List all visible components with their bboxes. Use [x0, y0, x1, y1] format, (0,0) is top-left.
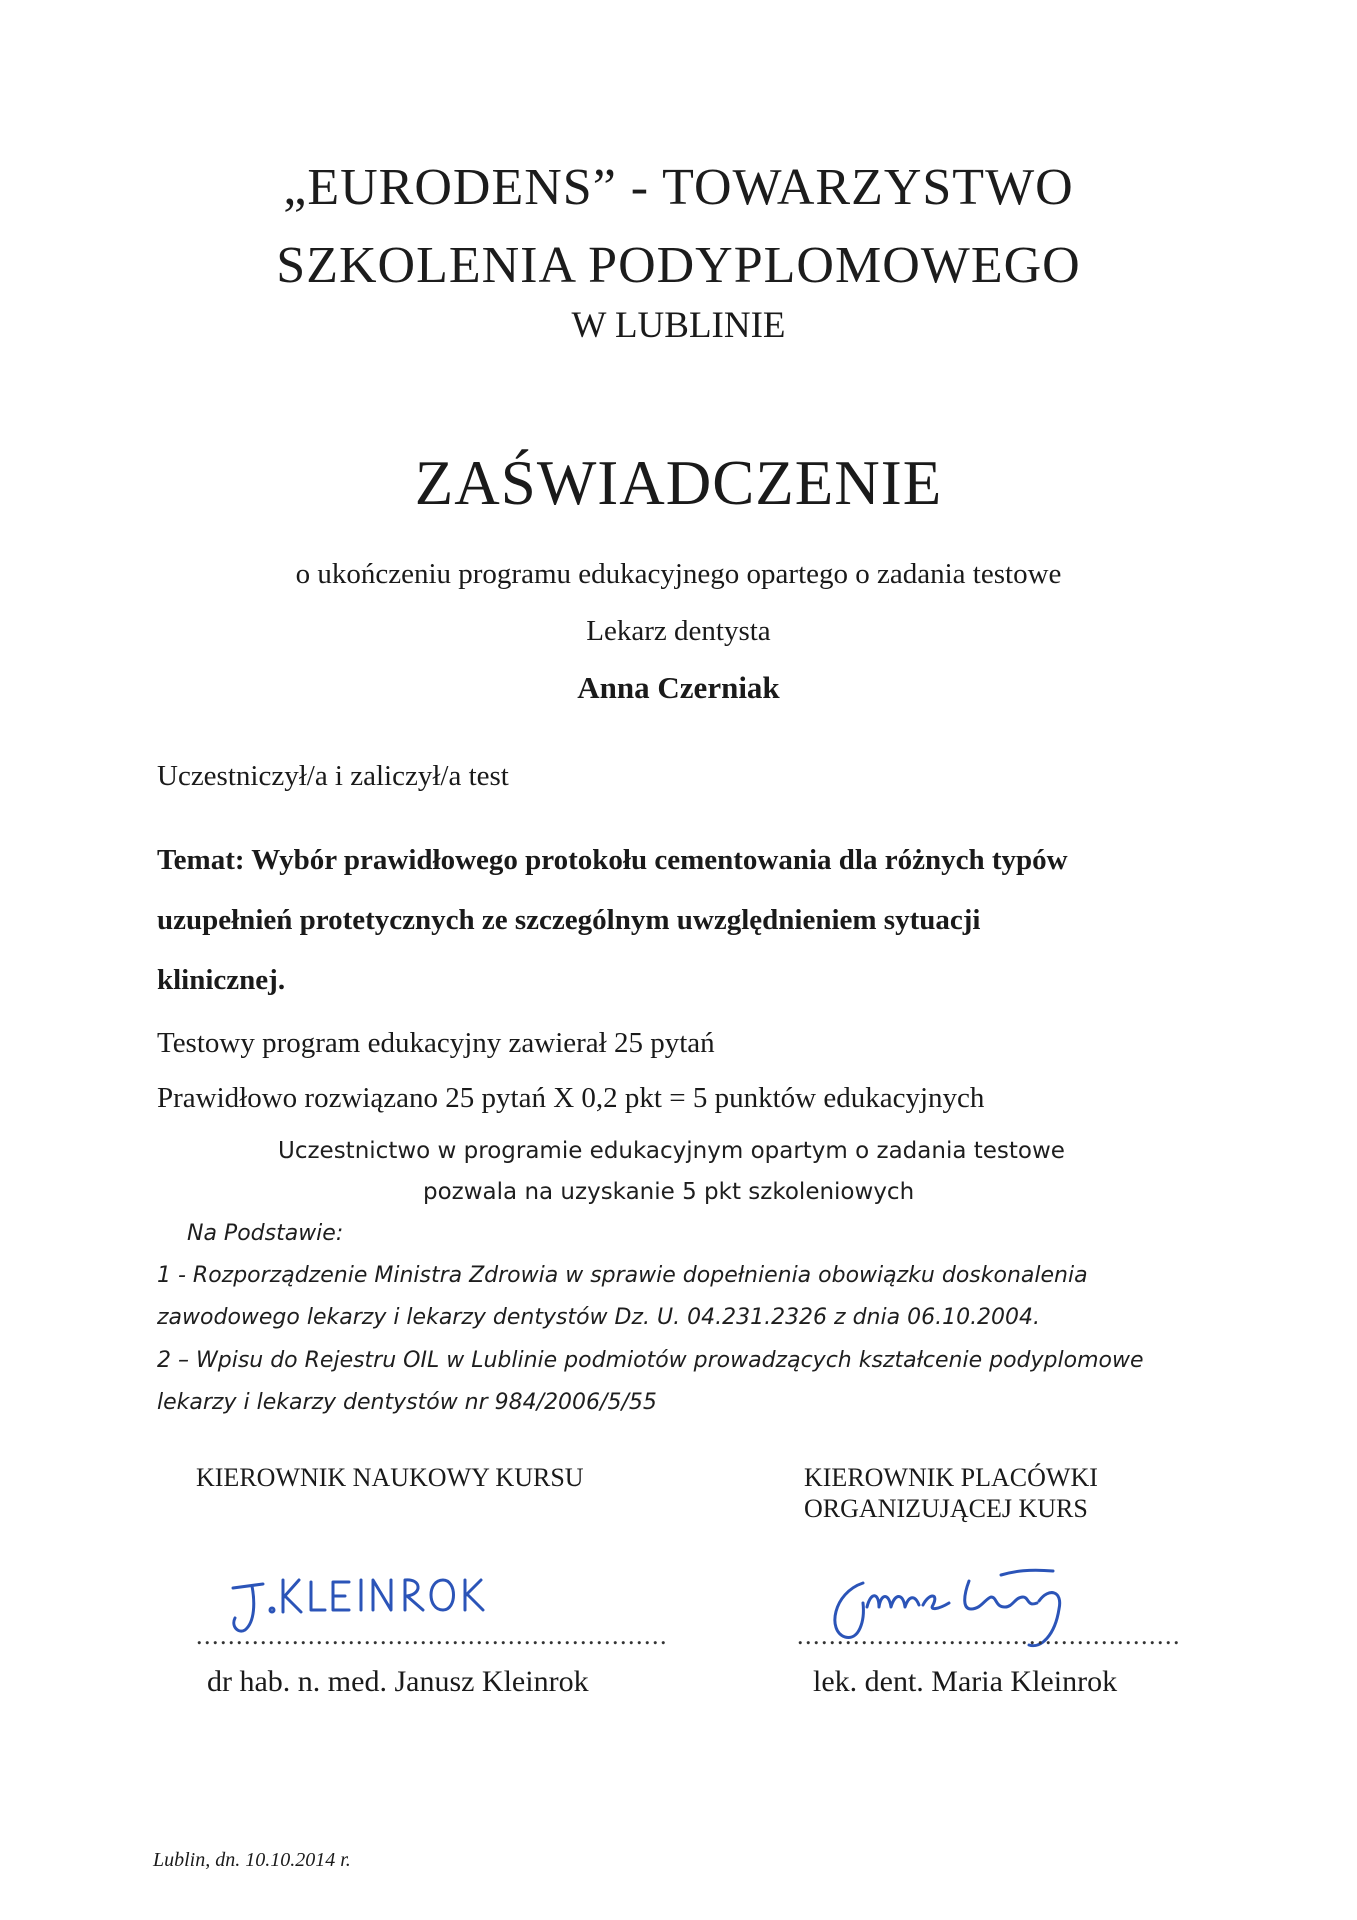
legal-basis-item-2-line-1: 2 – Wpisu do Rejestru OIL w Lublinie podmiotów prowadzących kształcenie podyplomowe [157, 1348, 1144, 1373]
document-subtitle: o ukończeniu programu edukacyjnego opartego o zadania testowe [295, 558, 1062, 590]
topic-line-1: Temat: Wybór prawidłowego protokołu cementowania dla różnych typów [157, 844, 1068, 876]
score-statement: Prawidłowo rozwiązano 25 pytań X 0,2 pkt = 5 punktów edukacyjnych [157, 1082, 985, 1114]
facility-director-heading [804, 1463, 1098, 1524]
document-title: ZAŚWIADCZENIE [414, 448, 943, 518]
facility-director-name: lek. dent. Maria Kleinrok [813, 1665, 1118, 1698]
scientific-director-heading: KIEROWNIK NAUKOWY KURSU [196, 1463, 584, 1492]
topic-line-2: uzupełnień protetycznych ze szczególnym uwzględnieniem sytuacji [157, 904, 981, 936]
legal-basis-item-1-line-2: zawodowego lekarzy i lekarzy dentystów Dz. U. 04.231.2326 z dnia 06.10.2004. [157, 1305, 1041, 1330]
organization-name-line-1: „EURODENS” - TOWARZYSTWO [283, 159, 1074, 216]
organization-name-line-2: SZKOLENIA PODYPLOMOWEGO [276, 237, 1081, 294]
question-count: Testowy program edukacyjny zawierał 25 pytań [157, 1027, 715, 1059]
profession: Lekarz dentysta [586, 615, 771, 647]
place-and-date: Lublin, dn. 10.10.2014 r. [153, 1849, 351, 1871]
legal-basis-item-1-line-1: 1 - Rozporządzenie Ministra Zdrowia w sprawie dopełnienia obowiązku doskonalenia [157, 1263, 1088, 1288]
legal-basis-item-2-line-2: lekarzy i lekarzy dentystów nr 984/2006/5/55 [157, 1390, 657, 1415]
facility-director-heading-line-1: KIEROWNIK PLACÓWKI [804, 1463, 1098, 1492]
facility-director-heading-line-2: ORGANIZUJĄCEJ KURS [804, 1493, 1088, 1523]
participation-statement: Uczestniczył/a i zaliczył/a test [157, 760, 509, 792]
organization-city: W LUBLINIE [571, 305, 786, 346]
signature-line-right: ................................................ [797, 1621, 1181, 1650]
training-note-line-2: pozwala na uzyskanie 5 pkt szkoleniowych [423, 1179, 915, 1205]
scientific-director-name: dr hab. n. med. Janusz Kleinrok [207, 1665, 589, 1698]
training-note-line-1: Uczestnictwo w programie edukacyjnym opartym o zadania testowe [278, 1138, 1065, 1164]
legal-basis-heading: Na Podstawie: [187, 1221, 344, 1246]
recipient-name: Anna Czerniak [577, 670, 780, 705]
signature-line-left: ........................................................... [196, 1621, 668, 1650]
topic-line-3: klinicznej. [157, 964, 286, 996]
